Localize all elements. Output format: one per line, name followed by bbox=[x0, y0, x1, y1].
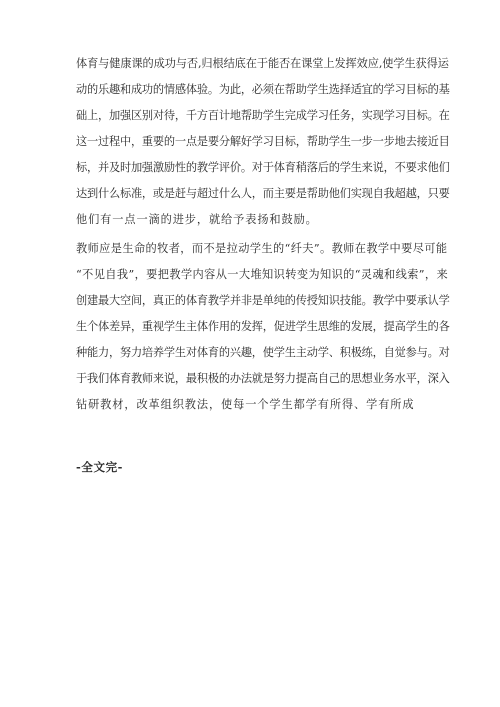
paragraph-1-line-5: 标，并及时加强激励性的教学评价。对于体育稍落后的学生来说，不要求他们 bbox=[76, 161, 450, 174]
paragraph-2-line-6: 于我们体育教师来说，最积极的办法就是努力提高自己的思想业务水平，深入 bbox=[76, 372, 450, 385]
end-of-text-mark: -全文完- bbox=[76, 460, 124, 474]
paragraph-2-line-5: 种能力，努力培养学生对体育的兴趣，使学生主动学、积极练，自觉参与。对 bbox=[76, 346, 450, 359]
paragraph-2-line-1: 教师应是生命的牧者，而不是拉动学生的“纤夫”。教师在教学中要尽可能 bbox=[76, 242, 448, 255]
paragraph-1-line-7: 他们有一点一滴的进步，就给予表扬和鼓励。 bbox=[76, 213, 318, 226]
paragraph-1-line-1: 体育与健康课的成功与否,归根结底在于能否在课堂上发挥效应,使学生获得运 bbox=[76, 57, 449, 70]
paragraph-2-line-7: 钻研教材，改革组织教法，使每一个学生都学有所得、学有所成 bbox=[76, 398, 415, 411]
paragraph-1-line-4: 这一过程中，重要的一点是要分解好学习目标，帮助学生一步一步地去接近目 bbox=[76, 135, 450, 148]
paragraph-1-line-3: 础上，加强区别对待，千方百计地帮助学生完成学习任务，实现学习目标。在 bbox=[76, 109, 450, 122]
paragraph-1-line-6: 达到什么标准，或是赶与超过什么人，而主要是帮助他们实现自我超越，只要 bbox=[76, 187, 450, 200]
paragraph-1-line-2: 动的乐趣和成功的情感体验。为此，必须在帮助学生选择适宜的学习目标的基 bbox=[76, 83, 450, 96]
paragraph-2-line-3: 创建最大空间，真正的体育教学并非是单纯的传授知识技能。教学中要承认学 bbox=[76, 294, 450, 307]
paragraph-2-line-2: “不见自我”，要把教学内容从一大堆知识转变为知识的“灵魂和线索”，来 bbox=[76, 268, 449, 281]
paragraph-2-line-4: 生个体差异，重视学生主体作用的发挥，促进学生思维的发展，提高学生的各 bbox=[76, 320, 450, 333]
